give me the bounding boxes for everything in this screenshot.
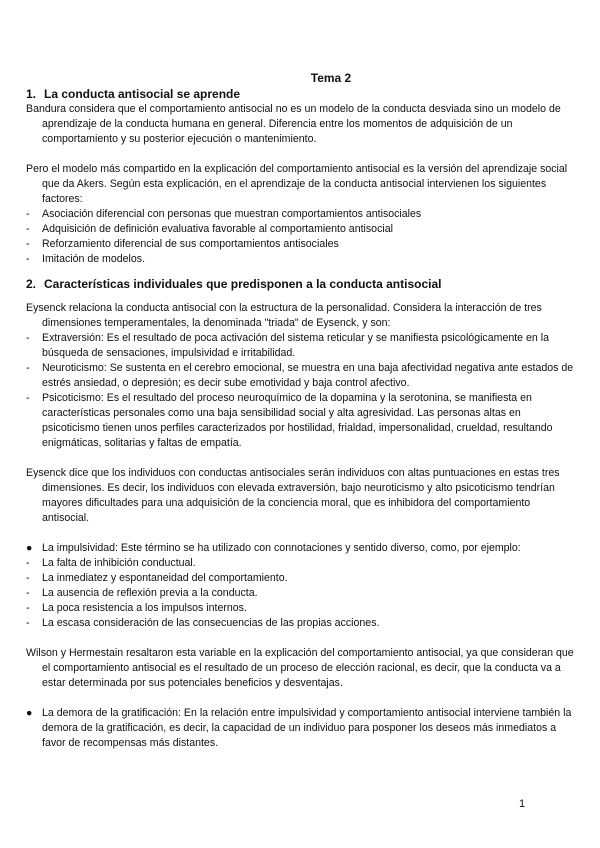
list-item: - Asociación diferencial con personas que muestran comportamientos antisociales (26, 208, 422, 220)
dash-marker: - (26, 617, 30, 629)
page-number: 1 (519, 798, 526, 810)
dash-marker: - (26, 587, 30, 599)
dash-marker: - (26, 208, 30, 220)
section-2-number: 2. (26, 277, 37, 291)
s1-paragraph-bandura: Bandura considera que el comportamiento antisocial no es un modelo de la conducta desviada sino un modelo de aprendizaje de la conducta humana en general. Diferencia entre los momentos de adquisición de un comportamiento y su posterior ejecución o mantenimiento. (26, 103, 561, 145)
dash-marker: - (26, 362, 30, 374)
list-item: - Psicoticismo: Es el resultado del proceso neuroquímico de la dopamina y la serotonina, se manifiesta en características personales como una baja sensibilidad social y alta agresividad. Las personas altas en psicoticismo tienen unos perfiles caracterizados por hostilidad, frialdad, impersonalidad, crueldad, resultando enigmáticas, solitarias y faltas de empatía. (26, 392, 553, 449)
gratificacion-list (26, 706, 576, 751)
section-1-title: La conducta antisocial se aprende (44, 87, 241, 101)
dash-marker: - (26, 238, 30, 250)
s2-paragraph-eysenck-2: Eysenck dice que los individuos con conductas antisociales serán individuos con altas puntuaciones en estas tres dimensiones. Es decir, los individuos con elevada extraversión, bajo neuroticismo y alto psicoticismo tendrían mayores dificultades para una adquisición de la conciencia moral, que es inhibidora del comportamiento antisocial. (26, 467, 560, 524)
section-2-heading (26, 276, 576, 292)
impulsividad-list (26, 541, 576, 631)
list-item: - La escasa consideración de las consecuencias de las propias acciones. (26, 617, 380, 629)
dash-marker: - (26, 332, 30, 344)
factors-list (26, 207, 576, 267)
dash-marker: - (26, 223, 30, 235)
list-item: - Reforzamiento diferencial de sus comportamientos antisociales (26, 238, 339, 250)
s2-paragraph-wilson: Wilson y Hermestain resaltaron esta variable en la explicación del comportamiento antisocial, ya que consideran que el comportamiento antisocial es el resultado de un proceso de elección racional, es decir, que la conducta va a estar determinada por sus potenciales beneficios y desventajas. (26, 647, 574, 689)
list-item: - Imitación de modelos. (26, 253, 146, 265)
list-item: - La poca resistencia a los impulsos internos. (26, 602, 247, 614)
dash-marker: - (26, 557, 30, 569)
s1-paragraph-akers: Pero el modelo más compartido en la explicación del comportamiento antisocial es la versión del aprendizaje social que da Akers. Según esta explicación, en el aprendizaje de la conducta antisocial intervienen los siguientes factores: (26, 163, 568, 205)
section-1-number: 1. (26, 87, 37, 101)
dash-marker: - (26, 392, 30, 404)
document-page (26, 70, 576, 751)
section-2-title: Características individuales que predisponen a la conducta antisocial (44, 277, 442, 291)
dash-marker: - (26, 572, 30, 584)
list-item: - Adquisición de definición evaluativa favorable al comportamiento antisocial (26, 223, 393, 235)
list-item: - Extraversión: Es el resultado de poca activación del sistema reticular y se manifiesta psicológicamente en la búsqueda de sensaciones, impulsividad e irritabilidad. (26, 332, 549, 359)
list-item: - La ausencia de reflexión previa a la conducta. (26, 587, 258, 599)
dimensions-list (26, 331, 576, 451)
section-1-heading (26, 86, 576, 102)
list-item: ● La demora de la gratificación: En la relación entre impulsividad y comportamiento antisocial interviene también la demora de la gratificación, es decir, la capacidad de un individuo para posponer los deseos más inmediatos a favor de recompensas más distantes. (26, 707, 572, 749)
bullet-marker: ● (26, 707, 33, 719)
s2-paragraph-eysenck: Eysenck relaciona la conducta antisocial con la estructura de la personalidad. Considera la interacción de tres dimensiones temperamentales, la denominada "triada" de Eysenck, y son: (26, 302, 542, 329)
list-item: - Neuroticismo: Se sustenta en el cerebro emocional, se muestra en una baja afectividad negativa ante estados de estrés ansiedad, o depresión; es decir sube emotividad y baja control afectivo. (26, 362, 574, 389)
list-item: - La inmediatez y espontaneidad del comportamiento. (26, 572, 288, 584)
dash-marker: - (26, 602, 30, 614)
list-item: ● La impulsividad: Este término se ha utilizado con connotaciones y sentido diverso, como, por ejemplo: (26, 542, 521, 554)
document-title: Tema 2 (310, 71, 352, 85)
list-item: - La falta de inhibición conductual. (26, 557, 196, 569)
bullet-marker: ● (26, 542, 33, 554)
dash-marker: - (26, 253, 30, 265)
